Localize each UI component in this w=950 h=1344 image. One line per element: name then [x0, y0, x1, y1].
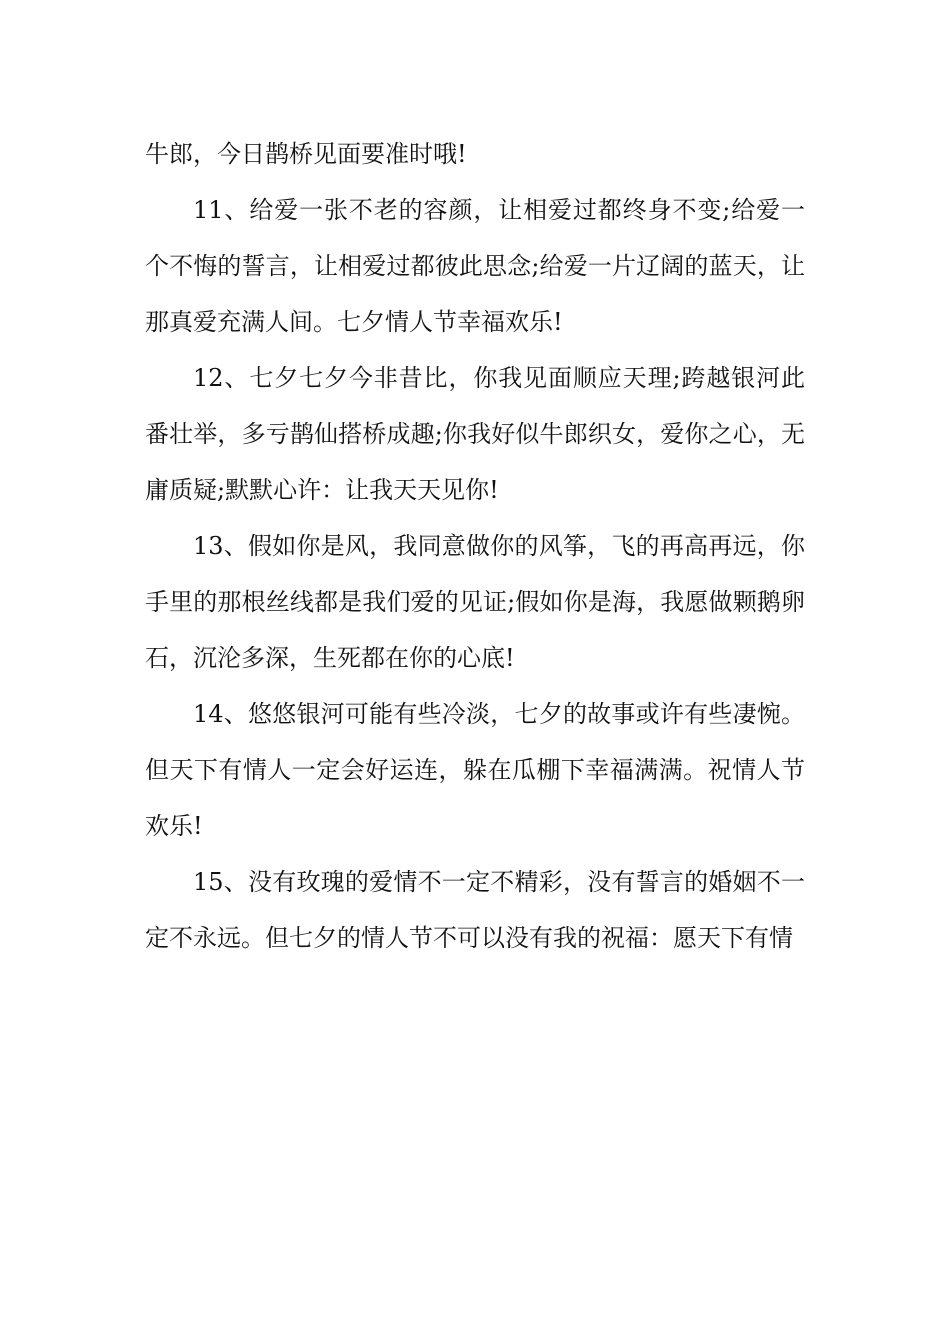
paragraph-item-11: 11、给爱一张不老的容颜，让相爱过都终身不变;给爱一个不悔的誓言，让相爱过都彼此思念;给爱一片辽阔的蓝天，让那真爱充满人间。七夕情人节幸福欢乐!: [145, 196, 805, 336]
document-body: [145, 126, 805, 966]
paragraph-item-12: 12、七夕七夕今非昔比，你我见面顺应天理;跨越银河此番壮举，多亏鹊仙搭桥成趣;你我好似牛郎织女，爱你之心，无庸质疑;默默心许：让我天天见你!: [145, 364, 805, 504]
paragraph-item-14: 14、悠悠银河可能有些冷淡，七夕的故事或许有些凄惋。但天下有情人一定会好运连，躲在瓜棚下幸福满满。祝情人节欢乐!: [145, 700, 805, 840]
paragraph-item-13: 13、假如你是风，我同意做你的风筝，飞的再高再远，你手里的那根丝线都是我们爱的见证;假如你是海，我愿做颗鹅卵石，沉沦多深，生死都在你的心底!: [145, 532, 805, 672]
paragraph-continuation: 牛郎，今日鹊桥见面要准时哦!: [145, 140, 467, 168]
paragraph-item-15: 15、没有玫瑰的爱情不一定不精彩，没有誓言的婚姻不一定不永远。但七夕的情人节不可以没有我的祝福：愿天下有情: [145, 868, 805, 952]
